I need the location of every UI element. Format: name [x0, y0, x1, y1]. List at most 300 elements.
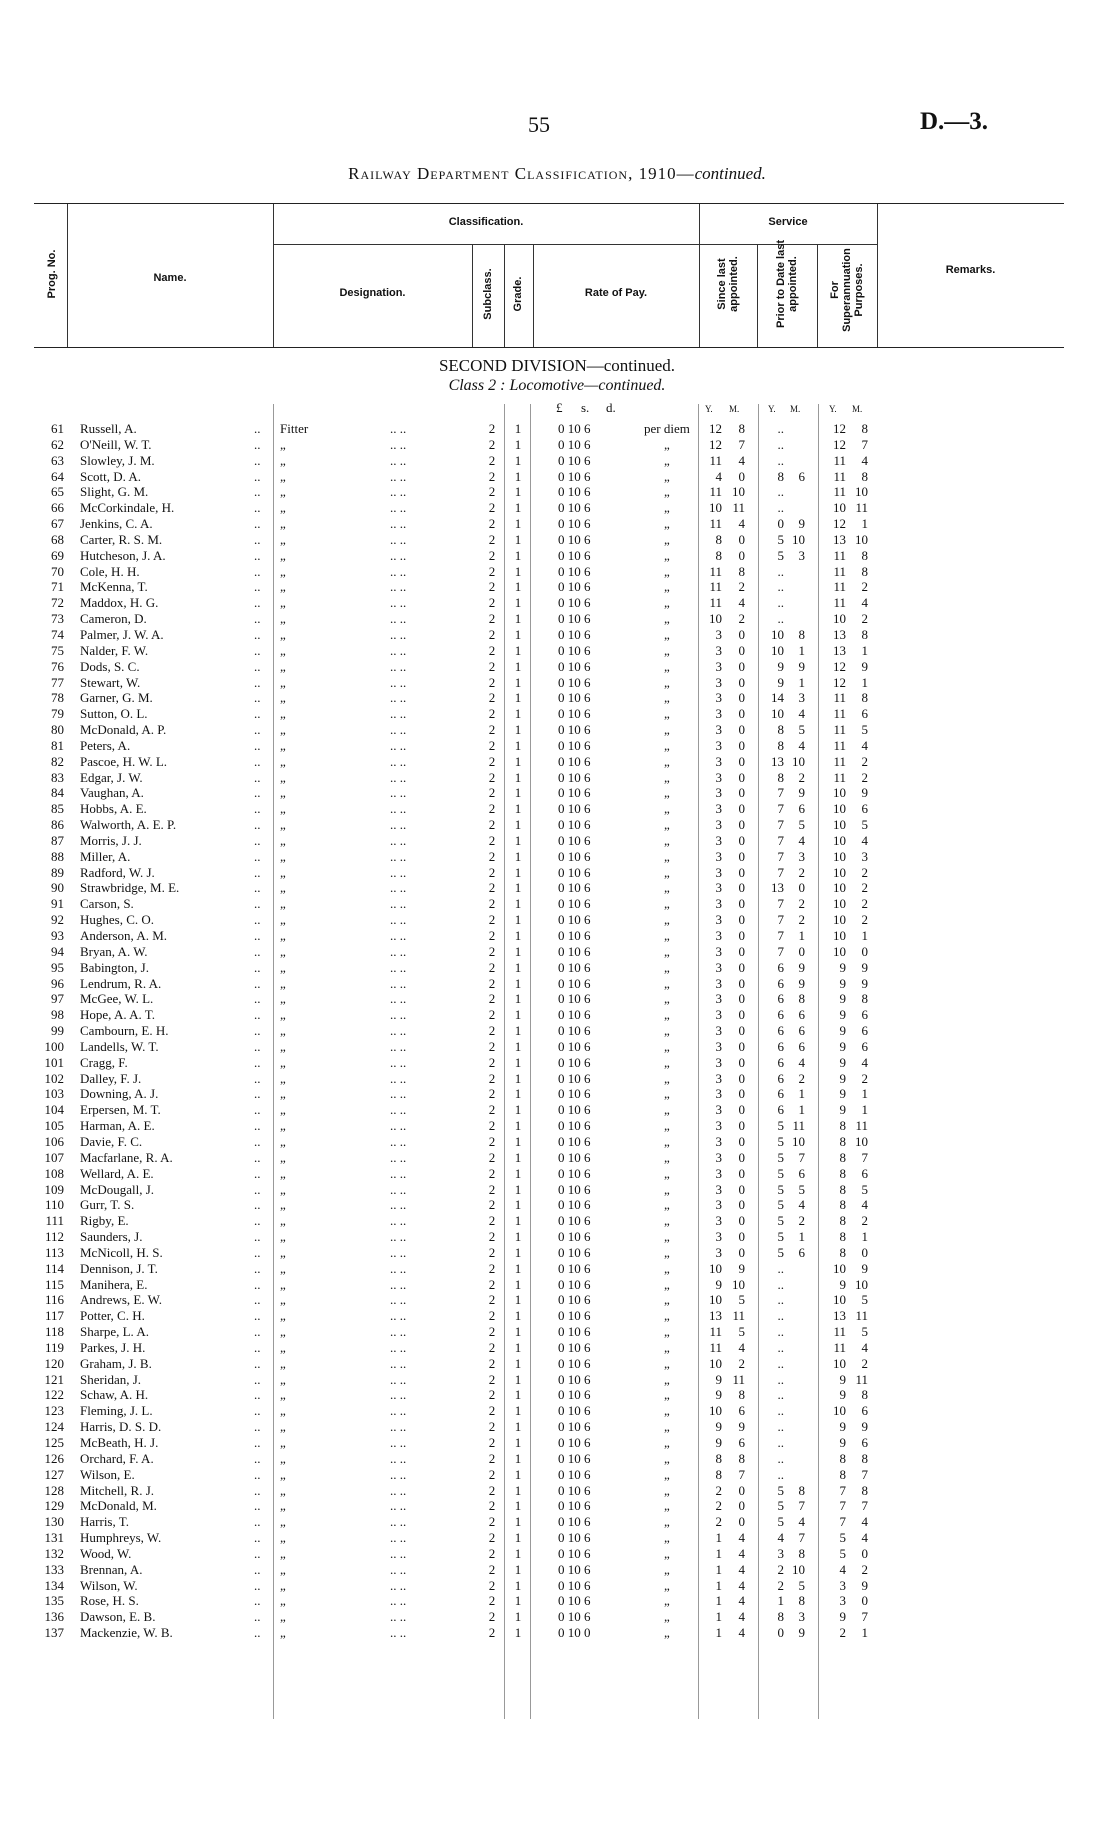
leader-dots: .. .. — [390, 1070, 407, 1086]
cell-name: Manihera, E. — [80, 1276, 148, 1292]
ditto-mark: „ — [280, 1450, 286, 1466]
ditto-mark: „ — [664, 1530, 670, 1546]
cell-since-months: 0 — [738, 832, 745, 848]
table-row — [0, 912, 1114, 928]
cell-since-months: 0 — [738, 658, 745, 674]
leader-dots: .. .. — [390, 1308, 407, 1324]
cell-super-years: 9 — [839, 1435, 846, 1450]
cell-prior-months: 5 — [798, 722, 805, 738]
leader-dots: .. .. — [390, 1371, 407, 1387]
cell-rate-of-pay: 0 10 6 — [558, 1054, 591, 1070]
ditto-mark: „ — [664, 737, 670, 753]
cell-name: McDonald, A. P. — [80, 722, 167, 738]
cell-name: Harman, A. E. — [80, 1118, 155, 1134]
cell-super-months: 5 — [861, 1292, 868, 1308]
cell-super-months: 2 — [861, 753, 868, 769]
table-row — [0, 1483, 1114, 1499]
cell-super-years: 11 — [833, 722, 846, 738]
leader-dots: .. — [254, 991, 261, 1007]
cell-since-months: 0 — [738, 975, 745, 991]
cell-prog-no: 118 — [44, 1324, 64, 1340]
cell-super-years: 9 — [839, 1054, 846, 1070]
cell-super-years: 10 — [833, 1292, 846, 1308]
cell-super-months: 8 — [861, 690, 868, 706]
cell-grade: 1 — [514, 595, 522, 611]
cell-name: Mitchell, R. J. — [80, 1482, 155, 1498]
cell-super-months: 8 — [861, 626, 868, 642]
cell-since-years: 12 — [709, 421, 722, 436]
cell-since-years: 2 — [715, 1498, 722, 1514]
ditto-mark: „ — [280, 1229, 286, 1245]
leader-dots: .. — [254, 1165, 261, 1181]
ditto-mark: „ — [664, 912, 670, 928]
leader-dots: .. — [254, 579, 261, 595]
cell-prior-years: 6 — [777, 1086, 784, 1102]
cell-prior-years: .. — [777, 1403, 784, 1419]
cell-super-months: 2 — [861, 611, 868, 627]
ditto-mark: „ — [664, 769, 670, 785]
ditto-mark: „ — [280, 1181, 286, 1197]
cell-since-months: 0 — [738, 848, 745, 864]
cell-super-years: 10 — [833, 864, 846, 880]
cell-name: Stewart, W. — [80, 674, 141, 690]
leader-dots: .. — [254, 959, 261, 975]
cell-super-months: 2 — [861, 1561, 868, 1577]
leader-dots: .. .. — [390, 959, 407, 975]
cell-since-years: 3 — [715, 1133, 722, 1149]
cell-since-months: 0 — [738, 1482, 745, 1498]
ditto-mark: „ — [664, 1419, 670, 1435]
cell-prog-no: 127 — [44, 1466, 64, 1482]
leader-dots: .. .. — [390, 737, 407, 753]
cell-super-years: 12 — [833, 421, 846, 436]
cell-super-years: 11 — [833, 484, 846, 500]
cell-rate-of-pay: 0 10 6 — [558, 1545, 591, 1561]
ditto-mark: „ — [664, 1561, 670, 1577]
cell-since-months: 7 — [738, 436, 745, 452]
ditto-mark: „ — [280, 943, 286, 959]
cell-rate-of-pay: 0 10 6 — [558, 1403, 591, 1419]
cell-super-months: 6 — [861, 1023, 868, 1039]
cell-super-months: 5 — [861, 1181, 868, 1197]
cell-grade: 1 — [514, 1118, 522, 1134]
cell-super-months: 8 — [861, 1450, 868, 1466]
cell-super-years: 10 — [833, 611, 846, 627]
leader-dots: .. — [254, 1371, 261, 1387]
cell-grade: 1 — [514, 896, 522, 912]
ditto-mark: „ — [280, 516, 286, 532]
cell-since-years: 3 — [715, 722, 722, 738]
cell-rate-of-pay: 0 10 6 — [558, 1038, 591, 1054]
cell-since-months: 6 — [738, 1403, 745, 1419]
cell-grade: 1 — [514, 674, 522, 690]
cell-grade: 1 — [514, 626, 522, 642]
cell-rate-of-pay: 0 10 6 — [558, 1482, 591, 1498]
ditto-mark: „ — [280, 1118, 286, 1134]
cell-grade: 1 — [514, 912, 522, 928]
cell-prior-months: 4 — [798, 737, 805, 753]
cell-subclass: 2 — [488, 722, 496, 738]
cell-subclass: 2 — [488, 1260, 496, 1276]
cell-since-months: 0 — [738, 674, 745, 690]
cell-name: Scott, D. A. — [80, 468, 142, 484]
cell-prior-months: 4 — [798, 1197, 805, 1213]
cell-super-months: 1 — [861, 1102, 868, 1118]
cell-prior-years: .. — [777, 563, 784, 579]
cell-super-years: 9 — [839, 975, 846, 991]
cell-super-years: 7 — [839, 1514, 846, 1530]
cell-subclass: 2 — [488, 1308, 496, 1324]
cell-prior-months: 3 — [798, 547, 805, 563]
cell-prior-months: 2 — [798, 1070, 805, 1086]
cell-prior-years: 5 — [777, 531, 784, 547]
cell-rate-of-pay: 0 10 6 — [558, 1387, 591, 1403]
leader-dots: .. .. — [390, 975, 407, 991]
leader-dots: .. .. — [390, 1625, 407, 1641]
leader-dots: .. .. — [390, 1197, 407, 1213]
cell-prog-no: 119 — [44, 1339, 64, 1355]
cell-prior-years: 8 — [777, 769, 784, 785]
leader-dots: .. .. — [390, 500, 407, 516]
cell-rate-of-pay: 0 10 6 — [558, 1197, 591, 1213]
cell-super-months: 1 — [861, 516, 868, 532]
cell-since-years: 10 — [709, 1292, 722, 1308]
cell-rate-of-pay: 0 10 6 — [558, 1229, 591, 1245]
leader-dots: .. .. — [390, 1419, 407, 1435]
cell-super-years: 3 — [839, 1593, 846, 1609]
ditto-mark: „ — [280, 1466, 286, 1482]
leader-dots: .. — [254, 1260, 261, 1276]
cell-super-years: 9 — [839, 1086, 846, 1102]
cell-since-months: 11 — [732, 500, 745, 516]
leader-dots: .. .. — [390, 1276, 407, 1292]
cell-grade: 1 — [514, 642, 522, 658]
leader-dots: .. .. — [390, 1355, 407, 1371]
cell-prog-no: 130 — [44, 1514, 64, 1530]
leader-dots: .. .. — [390, 753, 407, 769]
leader-dots: .. — [254, 1118, 261, 1134]
ditto-mark: „ — [280, 563, 286, 579]
leader-dots: .. .. — [390, 1244, 407, 1260]
table-row — [0, 706, 1114, 722]
ditto-mark: „ — [280, 991, 286, 1007]
ditto-mark: „ — [664, 516, 670, 532]
cell-super-years: 8 — [839, 1181, 846, 1197]
cell-subclass: 2 — [488, 1419, 496, 1435]
ditto-mark: „ — [280, 1070, 286, 1086]
cell-grade: 1 — [514, 1149, 522, 1165]
cell-since-months: 2 — [738, 1355, 745, 1371]
cell-prog-no: 92 — [51, 912, 64, 928]
cell-since-months: 9 — [738, 1260, 745, 1276]
cell-since-years: 12 — [709, 436, 722, 452]
cell-prior-years: 5 — [777, 1133, 784, 1149]
ditto-mark: „ — [664, 1577, 670, 1593]
cell-subclass: 2 — [488, 484, 496, 500]
cell-designation: Fitter — [280, 421, 309, 436]
cell-since-years: 3 — [715, 1213, 722, 1229]
ditto-mark: „ — [280, 1244, 286, 1260]
cell-prog-no: 86 — [51, 817, 64, 833]
cell-since-years: 4 — [715, 468, 722, 484]
cell-prog-no: 115 — [44, 1276, 64, 1292]
cell-rate-of-pay: 0 10 6 — [558, 832, 591, 848]
cell-prog-no: 136 — [44, 1609, 64, 1625]
cell-super-months: 10 — [855, 484, 868, 500]
cell-subclass: 2 — [488, 880, 496, 896]
cell-prior-months: 4 — [798, 1054, 805, 1070]
cell-prior-months: 6 — [798, 468, 805, 484]
cell-prog-no: 71 — [51, 579, 64, 595]
table-row — [0, 421, 1114, 437]
cell-since-years: 3 — [715, 769, 722, 785]
cell-rate-of-pay: 0 10 6 — [558, 1165, 591, 1181]
cell-prior-months: 8 — [798, 626, 805, 642]
cell-super-years: 12 — [833, 658, 846, 674]
cell-prior-years: 7 — [777, 943, 784, 959]
cell-since-months: 0 — [738, 880, 745, 896]
cell-name: Hutcheson, J. A. — [80, 547, 166, 563]
cell-grade: 1 — [514, 1102, 522, 1118]
leader-dots: .. .. — [390, 1577, 407, 1593]
cell-subclass: 2 — [488, 864, 496, 880]
cell-prior-years: 6 — [777, 991, 784, 1007]
leader-dots: .. .. — [390, 626, 407, 642]
cell-grade: 1 — [514, 421, 522, 436]
table-row — [0, 690, 1114, 706]
cell-subclass: 2 — [488, 1149, 496, 1165]
cell-rate-of-pay: 0 10 6 — [558, 658, 591, 674]
ditto-mark: „ — [664, 832, 670, 848]
cell-super-months: 5 — [861, 1324, 868, 1340]
cell-prior-years: .. — [777, 1435, 784, 1450]
table-row — [0, 880, 1114, 896]
leader-dots: .. — [254, 690, 261, 706]
cell-name: Edgar, J. W. — [80, 769, 143, 785]
cell-prior-months: 7 — [798, 1149, 805, 1165]
cell-prior-years: 10 — [771, 706, 784, 722]
cell-name: Saunders, J. — [80, 1229, 143, 1245]
cell-name: Sharpe, L. A. — [80, 1324, 149, 1340]
leader-dots: .. — [254, 848, 261, 864]
cell-super-months: 1 — [861, 1229, 868, 1245]
cell-grade: 1 — [514, 1482, 522, 1498]
ditto-mark: „ — [280, 1371, 286, 1387]
cell-name: Peters, A. — [80, 737, 131, 753]
cell-rate-of-pay: 0 10 6 — [558, 1308, 591, 1324]
cell-since-months: 4 — [738, 595, 745, 611]
cell-prior-years: 8 — [777, 737, 784, 753]
cell-subclass: 2 — [488, 943, 496, 959]
cell-since-years: 3 — [715, 1181, 722, 1197]
title-main: Railway Department Classification, 1910— — [348, 164, 695, 183]
cell-prog-no: 131 — [44, 1530, 64, 1546]
cell-super-years: 11 — [833, 595, 846, 611]
cell-super-months: 4 — [861, 1514, 868, 1530]
cell-since-years: 3 — [715, 1038, 722, 1054]
table-row — [0, 1403, 1114, 1419]
ditto-mark: „ — [280, 611, 286, 627]
table-row — [0, 1086, 1114, 1102]
cell-subclass: 2 — [488, 817, 496, 833]
cell-rate-of-pay: 0 10 6 — [558, 611, 591, 627]
cell-super-years: 9 — [839, 1371, 846, 1387]
leader-dots: .. .. — [390, 516, 407, 532]
cell-prog-no: 103 — [44, 1086, 64, 1102]
cell-subclass: 2 — [488, 1450, 496, 1466]
ditto-mark: „ — [280, 975, 286, 991]
cell-prog-no: 68 — [51, 531, 64, 547]
cell-super-years: 5 — [839, 1530, 846, 1546]
cell-since-years: 3 — [715, 943, 722, 959]
cell-grade: 1 — [514, 611, 522, 627]
cell-since-months: 11 — [732, 1308, 745, 1324]
cell-rate-of-pay: 0 10 6 — [558, 801, 591, 817]
header-superannuation: For Superannuation Purposes. — [829, 248, 865, 332]
leader-dots: .. — [254, 1593, 261, 1609]
cell-since-months: 0 — [738, 1244, 745, 1260]
leader-dots: .. — [254, 595, 261, 611]
cell-grade: 1 — [514, 1561, 522, 1577]
ditto-mark: „ — [280, 626, 286, 642]
ditto-mark: „ — [664, 642, 670, 658]
cell-since-months: 4 — [738, 1625, 745, 1641]
cell-rate-of-pay: 0 10 6 — [558, 1339, 591, 1355]
leader-dots: .. .. — [390, 1118, 407, 1134]
cell-name: McCorkindale, H. — [80, 500, 175, 516]
leader-dots: .. — [254, 912, 261, 928]
cell-rate-of-pay: 0 10 6 — [558, 1419, 591, 1435]
cell-subclass: 2 — [488, 500, 496, 516]
cell-subclass: 2 — [488, 516, 496, 532]
leader-dots: .. .. — [390, 468, 407, 484]
ditto-mark: „ — [664, 1593, 670, 1609]
table-row — [0, 564, 1114, 580]
cell-super-months: 7 — [861, 1609, 868, 1625]
cell-name: Brennan, A. — [80, 1561, 143, 1577]
ditto-mark: „ — [280, 1593, 286, 1609]
cell-prior-years: 1 — [777, 1593, 784, 1609]
cell-since-months: 0 — [738, 1070, 745, 1086]
cell-subclass: 2 — [488, 1593, 496, 1609]
leader-dots: .. .. — [390, 817, 407, 833]
cell-rate-of-pay: 0 10 6 — [558, 1593, 591, 1609]
table-row — [0, 1166, 1114, 1182]
ditto-mark: „ — [664, 468, 670, 484]
cell-prior-months: 10 — [792, 753, 805, 769]
ditto-mark: „ — [280, 595, 286, 611]
cell-name: Andrews, E. W. — [80, 1292, 162, 1308]
ditto-mark: „ — [664, 690, 670, 706]
ditto-mark: „ — [664, 1038, 670, 1054]
leader-dots: .. — [254, 674, 261, 690]
cell-prior-years: 10 — [771, 642, 784, 658]
cell-super-years: 8 — [839, 1450, 846, 1466]
cell-super-months: 6 — [861, 706, 868, 722]
cell-prior-years: 0 — [777, 516, 784, 532]
ditto-mark: „ — [664, 1197, 670, 1213]
cell-rate-of-pay: 0 10 6 — [558, 1133, 591, 1149]
cell-grade: 1 — [514, 690, 522, 706]
cell-name: Strawbridge, M. E. — [80, 880, 180, 896]
cell-super-years: 11 — [833, 706, 846, 722]
cell-prog-no: 104 — [44, 1102, 64, 1118]
cell-rate-of-pay: 0 10 6 — [558, 991, 591, 1007]
cell-name: Slowley, J. M. — [80, 452, 155, 468]
cell-name: Humphreys, W. — [80, 1530, 162, 1546]
cell-prog-no: 105 — [44, 1118, 64, 1134]
leader-dots: .. — [254, 421, 261, 436]
cell-super-months: 7 — [861, 1466, 868, 1482]
table-row — [0, 484, 1114, 500]
cell-subclass: 2 — [488, 1625, 496, 1641]
unit-prior-months: M. — [790, 404, 801, 414]
table-row — [0, 865, 1114, 881]
cell-prior-years: 7 — [777, 817, 784, 833]
leader-dots: .. .. — [390, 706, 407, 722]
cell-super-months: 6 — [861, 1007, 868, 1023]
cell-grade: 1 — [514, 1530, 522, 1546]
cell-super-months: 6 — [861, 801, 868, 817]
cell-super-months: 8 — [861, 991, 868, 1007]
table-row — [0, 500, 1114, 516]
leader-dots: .. — [254, 1086, 261, 1102]
cell-subclass: 2 — [488, 1038, 496, 1054]
cell-rate-of-pay: 0 10 6 — [558, 1181, 591, 1197]
cell-prior-years: 9 — [777, 674, 784, 690]
cell-since-months: 0 — [738, 1023, 745, 1039]
ditto-mark: „ — [280, 1339, 286, 1355]
cell-rate-of-pay: 0 10 6 — [558, 1149, 591, 1165]
cell-prog-no: 67 — [51, 516, 64, 532]
cell-name: Fleming, J. L. — [80, 1403, 153, 1419]
header-prior-to-date: Prior to Date last appointed. — [775, 239, 799, 329]
cell-prior-months: 6 — [798, 1165, 805, 1181]
ditto-mark: „ — [664, 1403, 670, 1419]
cell-rate-of-pay: 0 10 6 — [558, 500, 591, 516]
ditto-mark: „ — [280, 484, 286, 500]
cell-grade: 1 — [514, 1609, 522, 1625]
table-row — [0, 1197, 1114, 1213]
cell-super-months: 4 — [861, 1339, 868, 1355]
cell-rate-of-pay: 0 10 6 — [558, 1007, 591, 1023]
cell-prog-no: 83 — [51, 769, 64, 785]
cell-name: Cameron, D. — [80, 611, 147, 627]
cell-since-years: 11 — [709, 579, 722, 595]
cell-name: Babington, J. — [80, 959, 149, 975]
cell-prior-years: 5 — [777, 1197, 784, 1213]
table-row — [0, 453, 1114, 469]
cell-subclass: 2 — [488, 547, 496, 563]
leader-dots: .. — [254, 1181, 261, 1197]
cell-subclass: 2 — [488, 1181, 496, 1197]
table-row — [0, 579, 1114, 595]
cell-subclass: 2 — [488, 1466, 496, 1482]
table-row — [0, 722, 1114, 738]
cell-rate-of-pay: 0 10 6 — [558, 1276, 591, 1292]
cell-super-months: 5 — [861, 722, 868, 738]
leader-dots: .. .. — [390, 1561, 407, 1577]
cell-rate-of-pay: 0 10 6 — [558, 737, 591, 753]
leader-dots: .. — [254, 1102, 261, 1118]
cell-prog-no: 107 — [44, 1149, 64, 1165]
cell-prior-months: 1 — [798, 1086, 805, 1102]
cell-prior-years: 10 — [771, 626, 784, 642]
cell-rate-of-pay: 0 10 6 — [558, 1609, 591, 1625]
cell-prior-years: .. — [777, 1276, 784, 1292]
table-row — [0, 1039, 1114, 1055]
cell-prior-years: .. — [777, 452, 784, 468]
